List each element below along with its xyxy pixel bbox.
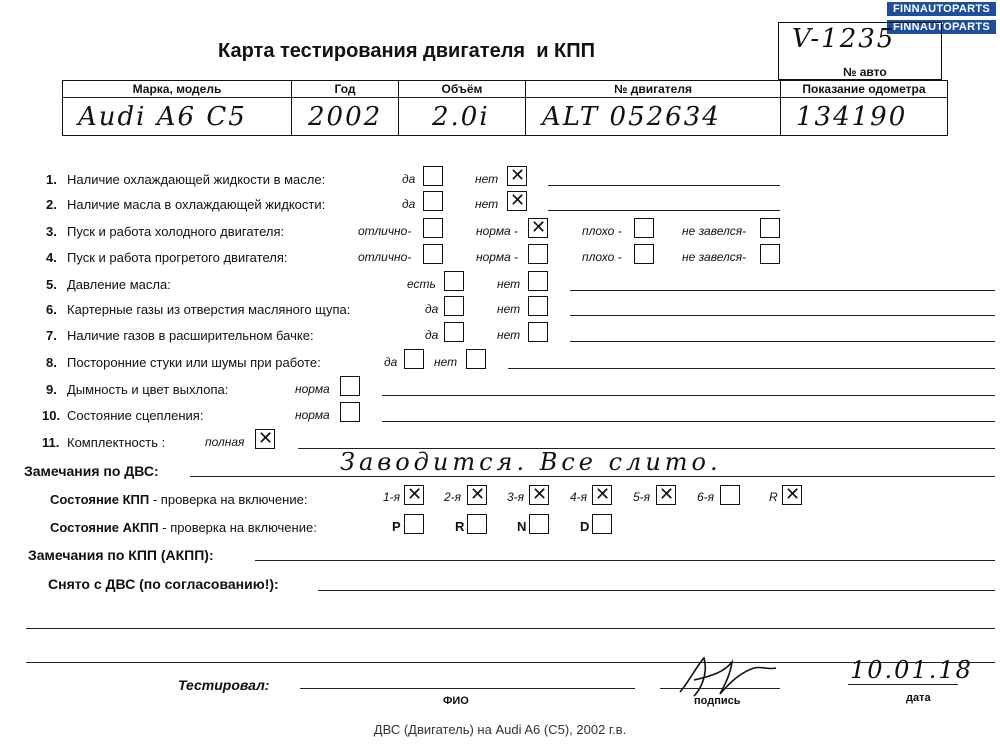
engine-remarks-value: Заводится. Все слито.	[340, 448, 722, 476]
gearbox-remarks-label: Замечания по КПП (АКПП):	[28, 547, 214, 563]
checkbox-no[interactable]	[466, 349, 486, 369]
option-label: не завелся-	[682, 224, 747, 238]
gear-label: 2-я	[444, 490, 462, 504]
gear-label: 6-я	[697, 490, 715, 504]
gear-label: R	[769, 490, 778, 504]
auto-gearbox-title: Состояние АКПП	[50, 520, 159, 535]
header-engine-number: № двигателя	[614, 82, 692, 96]
checkbox-no[interactable]	[507, 166, 527, 186]
notes-line	[382, 421, 995, 422]
item-number: 6.	[46, 302, 57, 317]
checkbox-not-started[interactable]	[760, 244, 780, 264]
item-label: Давление масла:	[67, 277, 171, 292]
position-label: D	[580, 519, 590, 534]
item-label: Наличие масла в охлаждающей жидкости:	[67, 197, 326, 212]
option-label: да	[402, 197, 416, 211]
position-label: R	[455, 519, 465, 534]
checkbox-complete[interactable]	[255, 429, 275, 449]
item-label: Пуск и работа холодного двигателя:	[67, 224, 285, 239]
date-label: дата	[906, 692, 931, 704]
gear-4-checkbox[interactable]	[592, 485, 612, 505]
engine-remarks-label: Замечания по ДВС:	[24, 463, 159, 479]
manual-gearbox-title: Состояние КПП	[50, 492, 150, 507]
header-make-model: Марка, модель	[132, 82, 222, 96]
value-year: 2002	[308, 102, 383, 132]
checkbox-yes[interactable]	[423, 166, 443, 186]
name-line	[300, 688, 635, 689]
checkbox-yes[interactable]	[404, 349, 424, 369]
option-label: да	[384, 355, 398, 369]
option-label: нет	[434, 355, 458, 369]
gear-r-checkbox[interactable]	[782, 485, 802, 505]
option-label: да	[402, 172, 416, 186]
gear-label: 5-я	[633, 490, 651, 504]
notes-line	[508, 368, 995, 369]
item-number: 1.	[46, 172, 57, 187]
checkbox-normal[interactable]	[528, 244, 548, 264]
value-odometer: 134190	[796, 102, 908, 132]
option-label: плохо -	[582, 224, 622, 238]
option-label: норма	[295, 408, 330, 422]
page-title: Карта тестирования двигателя и КПП	[218, 40, 596, 62]
option-label: норма	[295, 382, 330, 396]
auto-number-label: № авто	[843, 65, 887, 79]
auto-number-value: V-1235	[792, 24, 896, 54]
option-label: нет	[497, 328, 521, 342]
gear-3-checkbox[interactable]	[529, 485, 549, 505]
checkbox-excellent[interactable]	[423, 218, 443, 238]
checkbox-not-started[interactable]	[760, 218, 780, 238]
item-number: 10.	[42, 408, 61, 423]
item-label: Комплектность :	[67, 435, 166, 450]
checkmark-icon: ✕	[595, 484, 611, 505]
date-value: 10.01.18	[850, 656, 973, 684]
signature-label: подпись	[694, 695, 741, 707]
item-number: 3.	[46, 224, 57, 239]
checkbox-yes[interactable]	[423, 191, 443, 211]
value-make-model: Audi A6 C5	[78, 102, 247, 132]
notes-line	[190, 476, 995, 477]
option-label: есть	[407, 277, 436, 291]
option-label: да	[425, 328, 439, 342]
option-label: нет	[497, 302, 521, 316]
checkbox-bad[interactable]	[634, 244, 654, 264]
checkmark-icon: ✕	[510, 165, 526, 186]
checkbox-normal[interactable]	[340, 376, 360, 396]
notes-line	[570, 315, 995, 316]
option-label: норма -	[476, 224, 519, 238]
gear-2-checkbox[interactable]	[467, 485, 487, 505]
position-p-checkbox[interactable]	[404, 514, 424, 534]
signature-line	[660, 688, 780, 689]
option-label: да	[425, 302, 439, 316]
value-engine-number: ALT 052634	[542, 102, 721, 132]
item-number: 2.	[46, 197, 57, 212]
name-label: ФИО	[443, 695, 469, 707]
notes-line	[570, 341, 995, 342]
watermark-line-1: FINNAUTOPARTS	[887, 2, 996, 16]
position-r-checkbox[interactable]	[467, 514, 487, 534]
item-label: Дымность и цвет выхлопа:	[67, 382, 229, 397]
watermark-line-2: FINNAUTOPARTS	[887, 20, 996, 34]
item-number: 5.	[46, 277, 57, 292]
notes-line	[382, 395, 995, 396]
option-label: норма -	[476, 250, 519, 264]
checkmark-icon: ✕	[407, 484, 423, 505]
checkmark-icon: ✕	[510, 190, 526, 211]
gear-label: 3-я	[507, 490, 525, 504]
checkbox-no[interactable]	[528, 296, 548, 316]
header-volume: Объём	[441, 82, 483, 96]
auto-gearbox-suffix: - проверка на включение:	[158, 520, 317, 535]
item-label: Наличие охлаждающей жидкости в масле:	[67, 172, 326, 187]
checkmark-icon: ✕	[531, 217, 547, 238]
value-volume: 2.0i	[432, 102, 490, 132]
checkmark-icon: ✕	[785, 484, 801, 505]
position-label: N	[517, 519, 527, 534]
position-label: P	[392, 519, 401, 534]
image-caption: ДВС (Двигатель) на Audi A6 (C5), 2002 г.в.	[373, 722, 627, 737]
item-number: 11.	[42, 435, 60, 450]
checkbox-yes[interactable]	[444, 271, 464, 291]
option-label: полная	[205, 435, 245, 449]
gear-label: 4-я	[570, 490, 588, 504]
notes-line	[26, 628, 995, 629]
checkbox-excellent[interactable]	[423, 244, 443, 264]
item-number: 4.	[46, 250, 57, 265]
checkmark-icon: ✕	[470, 484, 486, 505]
auto-gearbox-label	[50, 520, 317, 536]
checkmark-icon: ✕	[532, 484, 548, 505]
item-number: 9.	[46, 382, 57, 397]
gear-5-checkbox[interactable]	[656, 485, 676, 505]
checkbox-normal[interactable]	[340, 402, 360, 422]
position-d-checkbox[interactable]	[592, 514, 612, 534]
position-n-checkbox[interactable]	[529, 514, 549, 534]
item-label: Наличие газов в расширительном бачке:	[67, 328, 314, 343]
notes-line	[318, 590, 995, 591]
removed-label: Снято с ДВС (по согласованию!):	[48, 576, 279, 592]
checkbox-no[interactable]	[528, 271, 548, 291]
option-label: отлично-	[358, 250, 412, 264]
date-line	[848, 684, 958, 685]
gear-6-checkbox[interactable]	[720, 485, 740, 505]
notes-line	[570, 290, 995, 291]
checkbox-no[interactable]	[507, 191, 527, 211]
option-label: нет	[475, 172, 499, 186]
manual-gearbox-label	[50, 492, 307, 508]
tested-by-label: Тестировал:	[178, 677, 270, 693]
checkbox-yes[interactable]	[444, 296, 464, 316]
option-label: не завелся-	[682, 250, 747, 264]
item-label: Посторонние стуки или шумы при работе:	[67, 355, 321, 370]
checkmark-icon: ✕	[659, 484, 675, 505]
checkbox-bad[interactable]	[634, 218, 654, 238]
item-label: Состояние сцепления:	[67, 408, 204, 423]
header-table	[62, 80, 948, 136]
notes-line	[548, 210, 780, 211]
option-label: отлично-	[358, 224, 412, 238]
item-label: Картерные газы из отверстия масляного щупа:	[67, 302, 351, 317]
manual-gearbox-suffix: - проверка на включение:	[149, 492, 308, 507]
item-number: 8.	[46, 355, 57, 370]
checkbox-normal[interactable]	[528, 218, 548, 238]
checkbox-no[interactable]	[528, 322, 548, 342]
notes-line	[548, 185, 780, 186]
header-odometer: Показание одометра	[802, 82, 926, 96]
option-label: нет	[475, 197, 499, 211]
item-number: 7.	[46, 328, 57, 343]
item-label: Пуск и работа прогретого двигателя:	[67, 250, 288, 265]
gear-1-checkbox[interactable]	[404, 485, 424, 505]
option-label: плохо -	[582, 250, 622, 264]
notes-line	[255, 560, 995, 561]
header-year: Год	[334, 82, 356, 96]
gear-label: 1-я	[383, 490, 401, 504]
checkbox-yes[interactable]	[444, 322, 464, 342]
option-label: нет	[497, 277, 521, 291]
checkmark-icon: ✕	[258, 428, 274, 449]
